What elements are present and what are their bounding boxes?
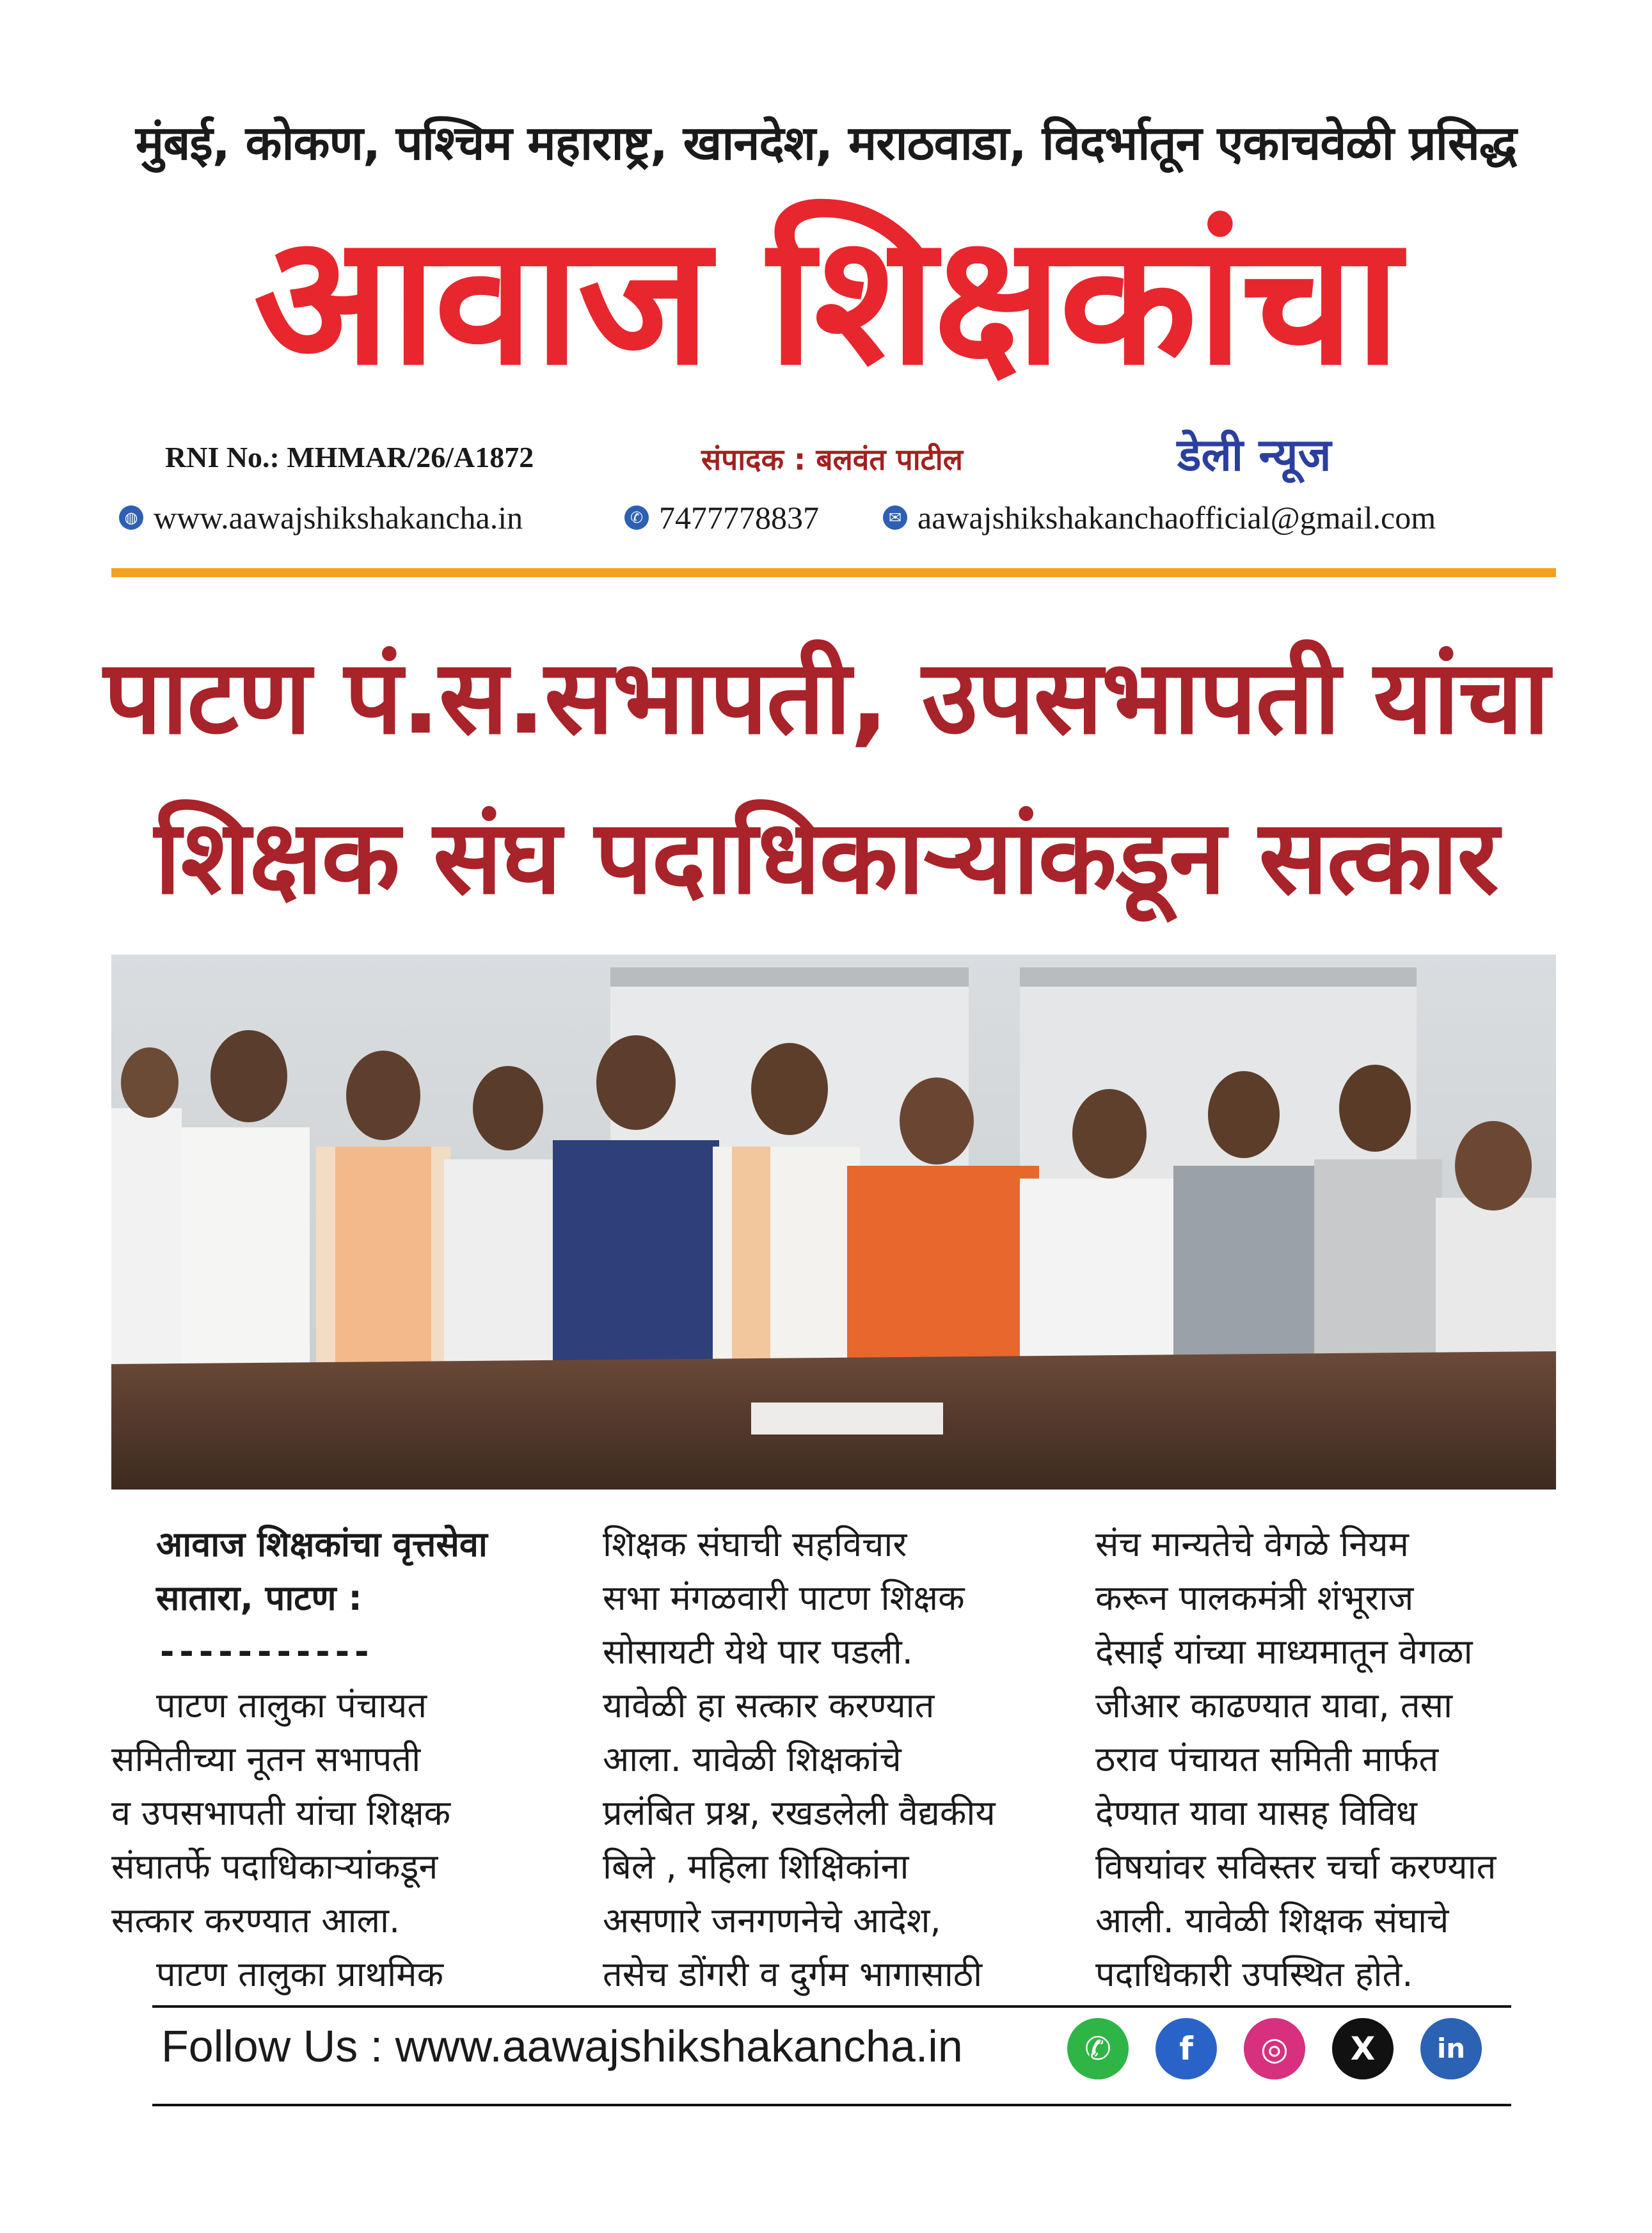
article-line: शिक्षक संघाची सहविचार [603, 1524, 907, 1564]
rni-number: RNI No.: MHMAR/26/A1872 [165, 441, 534, 473]
article-line: ठराव पंचायत समिती मार्फत [1095, 1739, 1439, 1779]
article-line: देसाई यांच्या माध्यमातून वेगळा [1095, 1632, 1473, 1672]
article-line: आली. यावेळी शिक्षक संघाचे [1095, 1900, 1449, 1941]
whatsapp-icon[interactable]: ✆ [1067, 2018, 1129, 2079]
article-line: विषयांवर सविस्तर चर्चा करण्यात [1095, 1847, 1497, 1887]
article-line: सत्कार करण्यात आला. [111, 1900, 401, 1941]
email-address[interactable]: aawajshikshakanchaofficial@gmail.com [917, 500, 1436, 536]
linkedin-icon[interactable]: in [1420, 2018, 1482, 2079]
phone-icon: ✆ [624, 505, 649, 530]
article-line: संच मान्यतेचे वेगळे नियम [1095, 1524, 1409, 1564]
byline-location: सातारा, पाटण : [156, 1578, 362, 1618]
byline-separator: ----------- [160, 1632, 374, 1672]
article-line: यावेळी हा सत्कार करण्यात [603, 1685, 935, 1726]
headline-line-2: शिक्षक संघ पदाधिकाऱ्यांकडून सत्कार [154, 797, 1498, 917]
article-line: बिले , महिला शिक्षिकांना [603, 1847, 909, 1887]
article-line: व उपसभापती यांचा शिक्षक [111, 1793, 451, 1833]
article-line: पाटण तालुका प्राथमिक [156, 1954, 444, 1994]
article-line: संघातर्फे पदाधिकाऱ्यांकडून [111, 1847, 438, 1887]
email-contact[interactable] [883, 499, 1436, 536]
masthead-tagline: मुंबई, कोकण, पश्चिम महाराष्ट्र, खानदेश, मराठवाडा, विदर्भातून एकाचवेळी प्रसिद्ध [135, 116, 1517, 171]
article-column-3 [1095, 1518, 1556, 2001]
follow-us-link[interactable]: Follow Us : www.aawajshikshakancha.in [161, 2021, 963, 2071]
editor-credit: संपादक : बलवंत पाटील [701, 442, 963, 477]
footer-bottom-rule [152, 2104, 1511, 2106]
newspaper-masthead: आवाज शिक्षकांचा [253, 196, 1399, 405]
article-line: असणारे जनगणनेचे आदेश, [603, 1900, 941, 1941]
article-line: पाटण तालुका पंचायत [156, 1685, 427, 1726]
header-divider [111, 568, 1556, 577]
news-photo [111, 955, 1556, 1490]
article-line: समितीच्या नूतन सभापती [111, 1739, 421, 1779]
headline-line-1: पाटण पं.स.सभापती, उपसभापती यांचा [103, 637, 1549, 757]
footer-top-rule [152, 2005, 1511, 2008]
instagram-icon[interactable]: ◎ [1244, 2018, 1305, 2079]
article-column-1 [111, 1518, 572, 2001]
website-link[interactable]: www.aawajshikshakancha.in [154, 500, 523, 536]
x-icon[interactable]: X [1332, 2018, 1394, 2079]
phone-contact[interactable] [624, 499, 819, 536]
article-line: प्रलंबित प्रश्न, रखडलेली वैद्यकीय [603, 1793, 996, 1833]
byline-agency: आवाज शिक्षकांचा वृत्तसेवा [156, 1524, 488, 1564]
globe-icon: ◍ [119, 505, 143, 530]
phone-number[interactable]: 7477778837 [659, 500, 819, 536]
article-line: सोसायटी येथे पार पडली. [603, 1632, 913, 1672]
article-line: तसेच डोंगरी व दुर्गम भागासाठी [603, 1954, 983, 1994]
article-column-2 [603, 1518, 1063, 2001]
mail-icon: ✉ [883, 505, 907, 530]
article-line: सभा मंगळवारी पाटण शिक्षक [603, 1578, 965, 1618]
website-contact[interactable] [119, 499, 523, 536]
article-line: पदाधिकारी उपस्थित होते. [1095, 1954, 1413, 1994]
daily-news-label: डेली न्यूज [1177, 429, 1331, 481]
facebook-icon[interactable]: f [1156, 2018, 1217, 2079]
article-line: करून पालकमंत्री शंभूराज [1095, 1578, 1414, 1618]
article-line: आला. यावेळी शिक्षकांचे [603, 1739, 901, 1779]
article-line: जीआर काढण्यात यावा, तसा [1095, 1685, 1453, 1726]
article-line: देण्यात यावा यासह विविध [1095, 1793, 1417, 1833]
